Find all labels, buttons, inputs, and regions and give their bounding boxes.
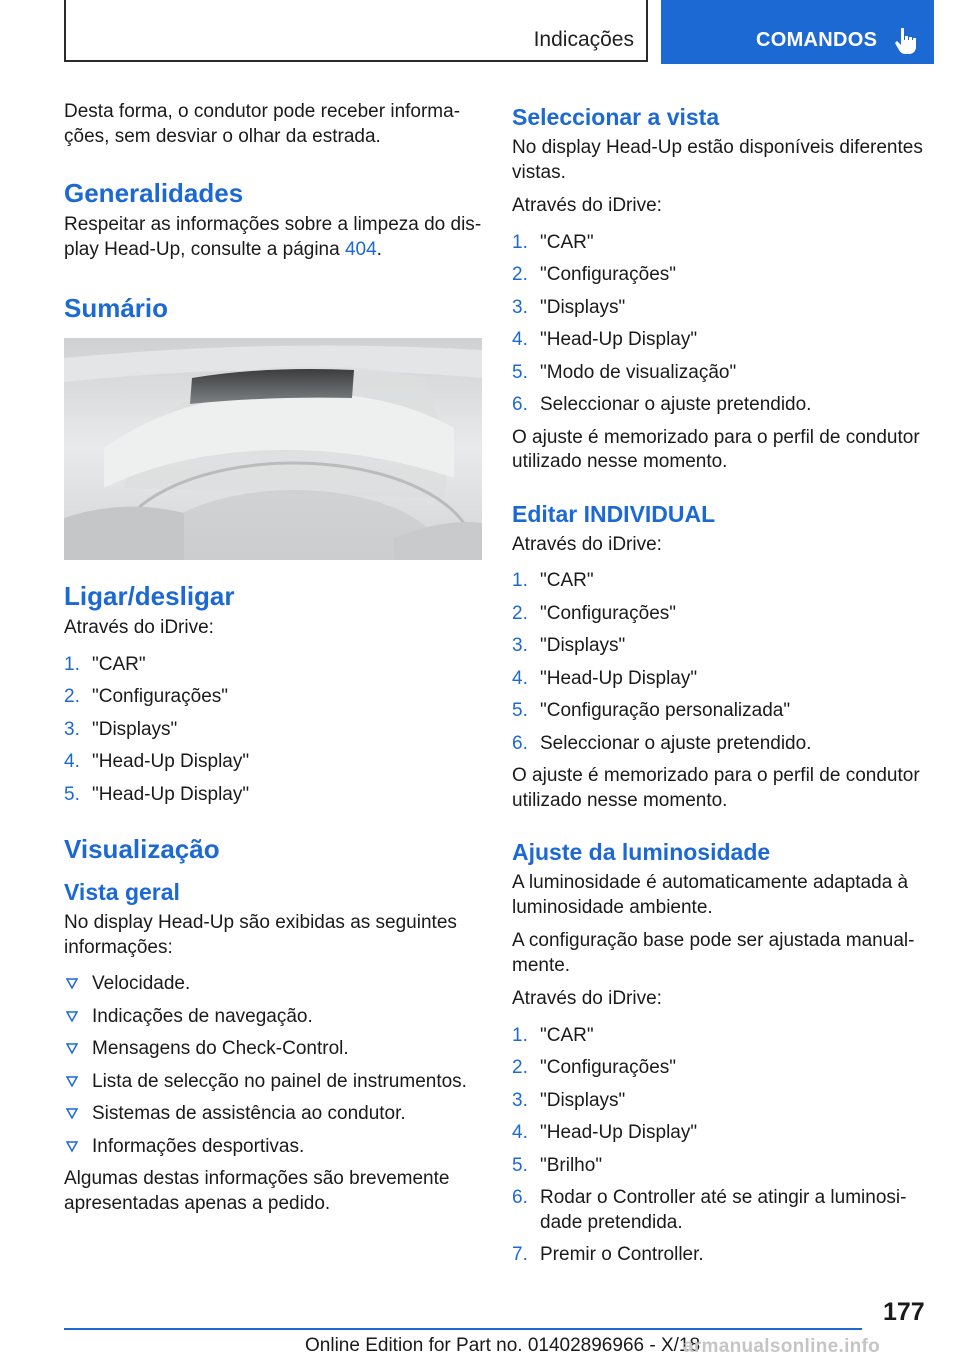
heading-visualizacao: Visualização — [64, 834, 220, 864]
list-item — [64, 1102, 482, 1127]
generalidades-text-end: . — [376, 238, 382, 260]
step-number: 2. — [512, 602, 528, 624]
visualizacao-outro: Algumas destas informações são brevemente apresentadas apenas a pedido. — [64, 1168, 450, 1214]
list-item — [64, 1037, 482, 1062]
step-number: 5. — [512, 361, 528, 383]
step-text: "Head-Up Display" — [540, 1122, 698, 1143]
step-number: 3. — [512, 1089, 528, 1111]
triangle-bullet-icon — [66, 1141, 78, 1153]
luminosidade-text-1: A luminosidade é automaticamente adaptada à luminosidade ambiente. — [512, 872, 909, 918]
list-item — [64, 685, 482, 710]
list-item — [512, 1024, 932, 1049]
page-number: 177 — [883, 1298, 925, 1326]
intro-paragraph: Desta forma, o condutor pode receber informações, sem desviar o olhar da estrada. — [64, 101, 461, 147]
right-column — [512, 100, 932, 1276]
list-item — [512, 231, 932, 256]
list-item — [512, 328, 932, 353]
step-text: "Head-Up Display" — [540, 667, 698, 689]
luminosidade-intro: Através do iDrive: — [512, 988, 662, 1009]
step-text: "Head-Up Display" — [540, 329, 698, 350]
list-item — [512, 1089, 932, 1114]
footer-divider — [64, 1328, 862, 1330]
bullet-text: Mensagens do Check-Control. — [92, 1038, 349, 1059]
step-number: 3. — [512, 296, 528, 318]
step-text: "CAR" — [540, 570, 594, 591]
list-item — [512, 634, 932, 659]
step-number: 2. — [512, 264, 528, 285]
editar-intro: Através do iDrive: — [512, 533, 662, 555]
step-text: "Displays" — [540, 296, 626, 318]
list-item — [64, 750, 482, 775]
head-up-display-illustration — [64, 338, 482, 560]
step-text: "CAR" — [92, 653, 146, 675]
step-text: "Displays" — [92, 718, 178, 740]
heading-ajuste-luminosidade: Ajuste da luminosidade — [512, 839, 771, 865]
editar-steps-list — [512, 569, 932, 756]
step-number: 3. — [64, 718, 80, 740]
step-text: "Configurações" — [540, 602, 677, 624]
step-number: 6. — [512, 394, 528, 415]
step-number: 4. — [512, 667, 528, 689]
list-item — [512, 699, 932, 724]
step-text: "Modo de visualização" — [540, 361, 737, 383]
step-text: "Configuração personalizada" — [540, 700, 791, 721]
step-text: "Displays" — [540, 1089, 626, 1111]
heading-seleccionar-vista: Seleccionar a vista — [512, 104, 720, 130]
heading-ligar-desligar: Ligar/desligar — [64, 581, 235, 611]
step-number: 5. — [512, 700, 528, 721]
visualizacao-intro: No display Head-Up são exibidas as seguintes informações: — [64, 912, 457, 958]
step-text: "Configurações" — [540, 264, 677, 285]
step-text: "Head-Up Display" — [92, 751, 250, 772]
list-item — [64, 783, 482, 808]
step-number: 4. — [512, 1122, 528, 1143]
list-item — [512, 1243, 932, 1268]
step-text: "CAR" — [540, 231, 594, 253]
list-item — [64, 972, 482, 997]
step-number: 7. — [512, 1244, 528, 1265]
head-up-display-photo — [64, 338, 482, 560]
heading-generalidades: Generalidades — [64, 178, 244, 208]
list-item — [512, 732, 932, 757]
bullet-text: Velocidade. — [92, 973, 191, 994]
triangle-bullet-icon — [66, 1011, 78, 1023]
seleccionar-intro: Através do iDrive: — [512, 195, 662, 216]
list-item — [512, 1154, 932, 1179]
step-text: "Configurações" — [540, 1057, 677, 1078]
triangle-bullet-icon — [66, 1108, 78, 1120]
section-title: Indicações — [533, 28, 634, 51]
chapter-tab-label: COMANDOS — [756, 29, 878, 51]
list-item — [512, 602, 932, 627]
watermark-text: armanualsonline.info — [683, 1336, 881, 1357]
footer-edition-text: Online Edition for Part no. 01402896966 - X/18 — [305, 1335, 701, 1356]
luminosidade-steps-list — [512, 1024, 932, 1268]
step-text: Seleccionar o ajuste pretendido. — [540, 732, 812, 754]
list-item — [64, 1135, 482, 1160]
seleccionar-text: No display Head-Up estão disponíveis diferentes vistas. — [512, 137, 923, 183]
step-number: 4. — [512, 329, 528, 350]
step-number: 1. — [512, 570, 528, 591]
list-item — [512, 361, 932, 386]
luminosidade-text-2: A configuração base pode ser ajustada manualmente. — [512, 930, 915, 976]
step-number: 3. — [512, 635, 528, 656]
step-text: "Brilho" — [540, 1154, 603, 1176]
generalidades-text: Respeitar as informações sobre a limpeza do display Head-Up, consulte a página — [64, 214, 482, 260]
list-item — [64, 1005, 482, 1030]
chapter-tab — [661, 0, 934, 64]
heading-editar-individual: Editar INDIVIDUAL — [512, 500, 716, 527]
step-number: 6. — [512, 732, 528, 754]
bullet-text: Lista de selecção no painel de instrumentos. — [92, 1070, 467, 1092]
step-number: 1. — [64, 653, 80, 675]
step-number: 4. — [64, 751, 80, 772]
step-text: Seleccionar o ajuste pretendido. — [540, 394, 812, 415]
list-item — [512, 1186, 932, 1235]
step-number: 2. — [512, 1057, 528, 1078]
step-number: 2. — [64, 686, 80, 707]
list-item — [512, 1121, 932, 1146]
step-text: Rodar o Controller até se atingir a luminosidade pretendida. — [540, 1187, 907, 1233]
list-item — [512, 667, 932, 692]
step-text: Premir o Controller. — [540, 1244, 704, 1265]
bullet-text: Indicações de navegação. — [92, 1005, 313, 1027]
step-text: "Head-Up Display" — [92, 783, 250, 805]
list-item — [512, 1056, 932, 1081]
step-text: "Displays" — [540, 635, 626, 656]
step-text: "Configurações" — [92, 686, 229, 707]
hand-pointer-icon — [893, 26, 919, 56]
seleccionar-outro: O ajuste é memorizado para o perfil de condutor utilizado nesse momento. — [512, 426, 920, 472]
triangle-bullet-icon — [66, 1076, 78, 1088]
heading-sumario: Sumário — [64, 293, 169, 323]
list-item — [64, 718, 482, 743]
ligar-steps-list — [64, 653, 482, 808]
list-item — [64, 1070, 482, 1095]
triangle-bullet-icon — [66, 978, 78, 990]
visualizacao-bullet-list — [64, 972, 482, 1159]
triangle-bullet-icon — [66, 1043, 78, 1055]
step-number: 1. — [512, 231, 528, 253]
heading-vista-geral: Vista geral — [64, 879, 180, 905]
step-text: "CAR" — [540, 1024, 594, 1046]
list-item — [512, 569, 932, 594]
generalidades-paragraph — [64, 213, 482, 262]
list-item — [512, 263, 932, 288]
page-reference-link[interactable]: 404 — [344, 238, 377, 260]
step-number: 1. — [512, 1024, 528, 1046]
editar-outro: O ajuste é memorizado para o perfil de condutor utilizado nesse momento. — [512, 765, 920, 811]
step-number: 5. — [64, 783, 80, 805]
list-item — [512, 296, 932, 321]
seleccionar-steps-list — [512, 231, 932, 418]
step-number: 6. — [512, 1187, 528, 1208]
list-item — [512, 393, 932, 418]
left-column — [64, 100, 482, 1225]
ligar-intro: Através do iDrive: — [64, 617, 214, 638]
step-number: 5. — [512, 1154, 528, 1176]
bullet-text: Informações desportivas. — [92, 1135, 305, 1157]
list-item — [64, 653, 482, 678]
bullet-text: Sistemas de assistência ao condutor. — [92, 1103, 406, 1124]
